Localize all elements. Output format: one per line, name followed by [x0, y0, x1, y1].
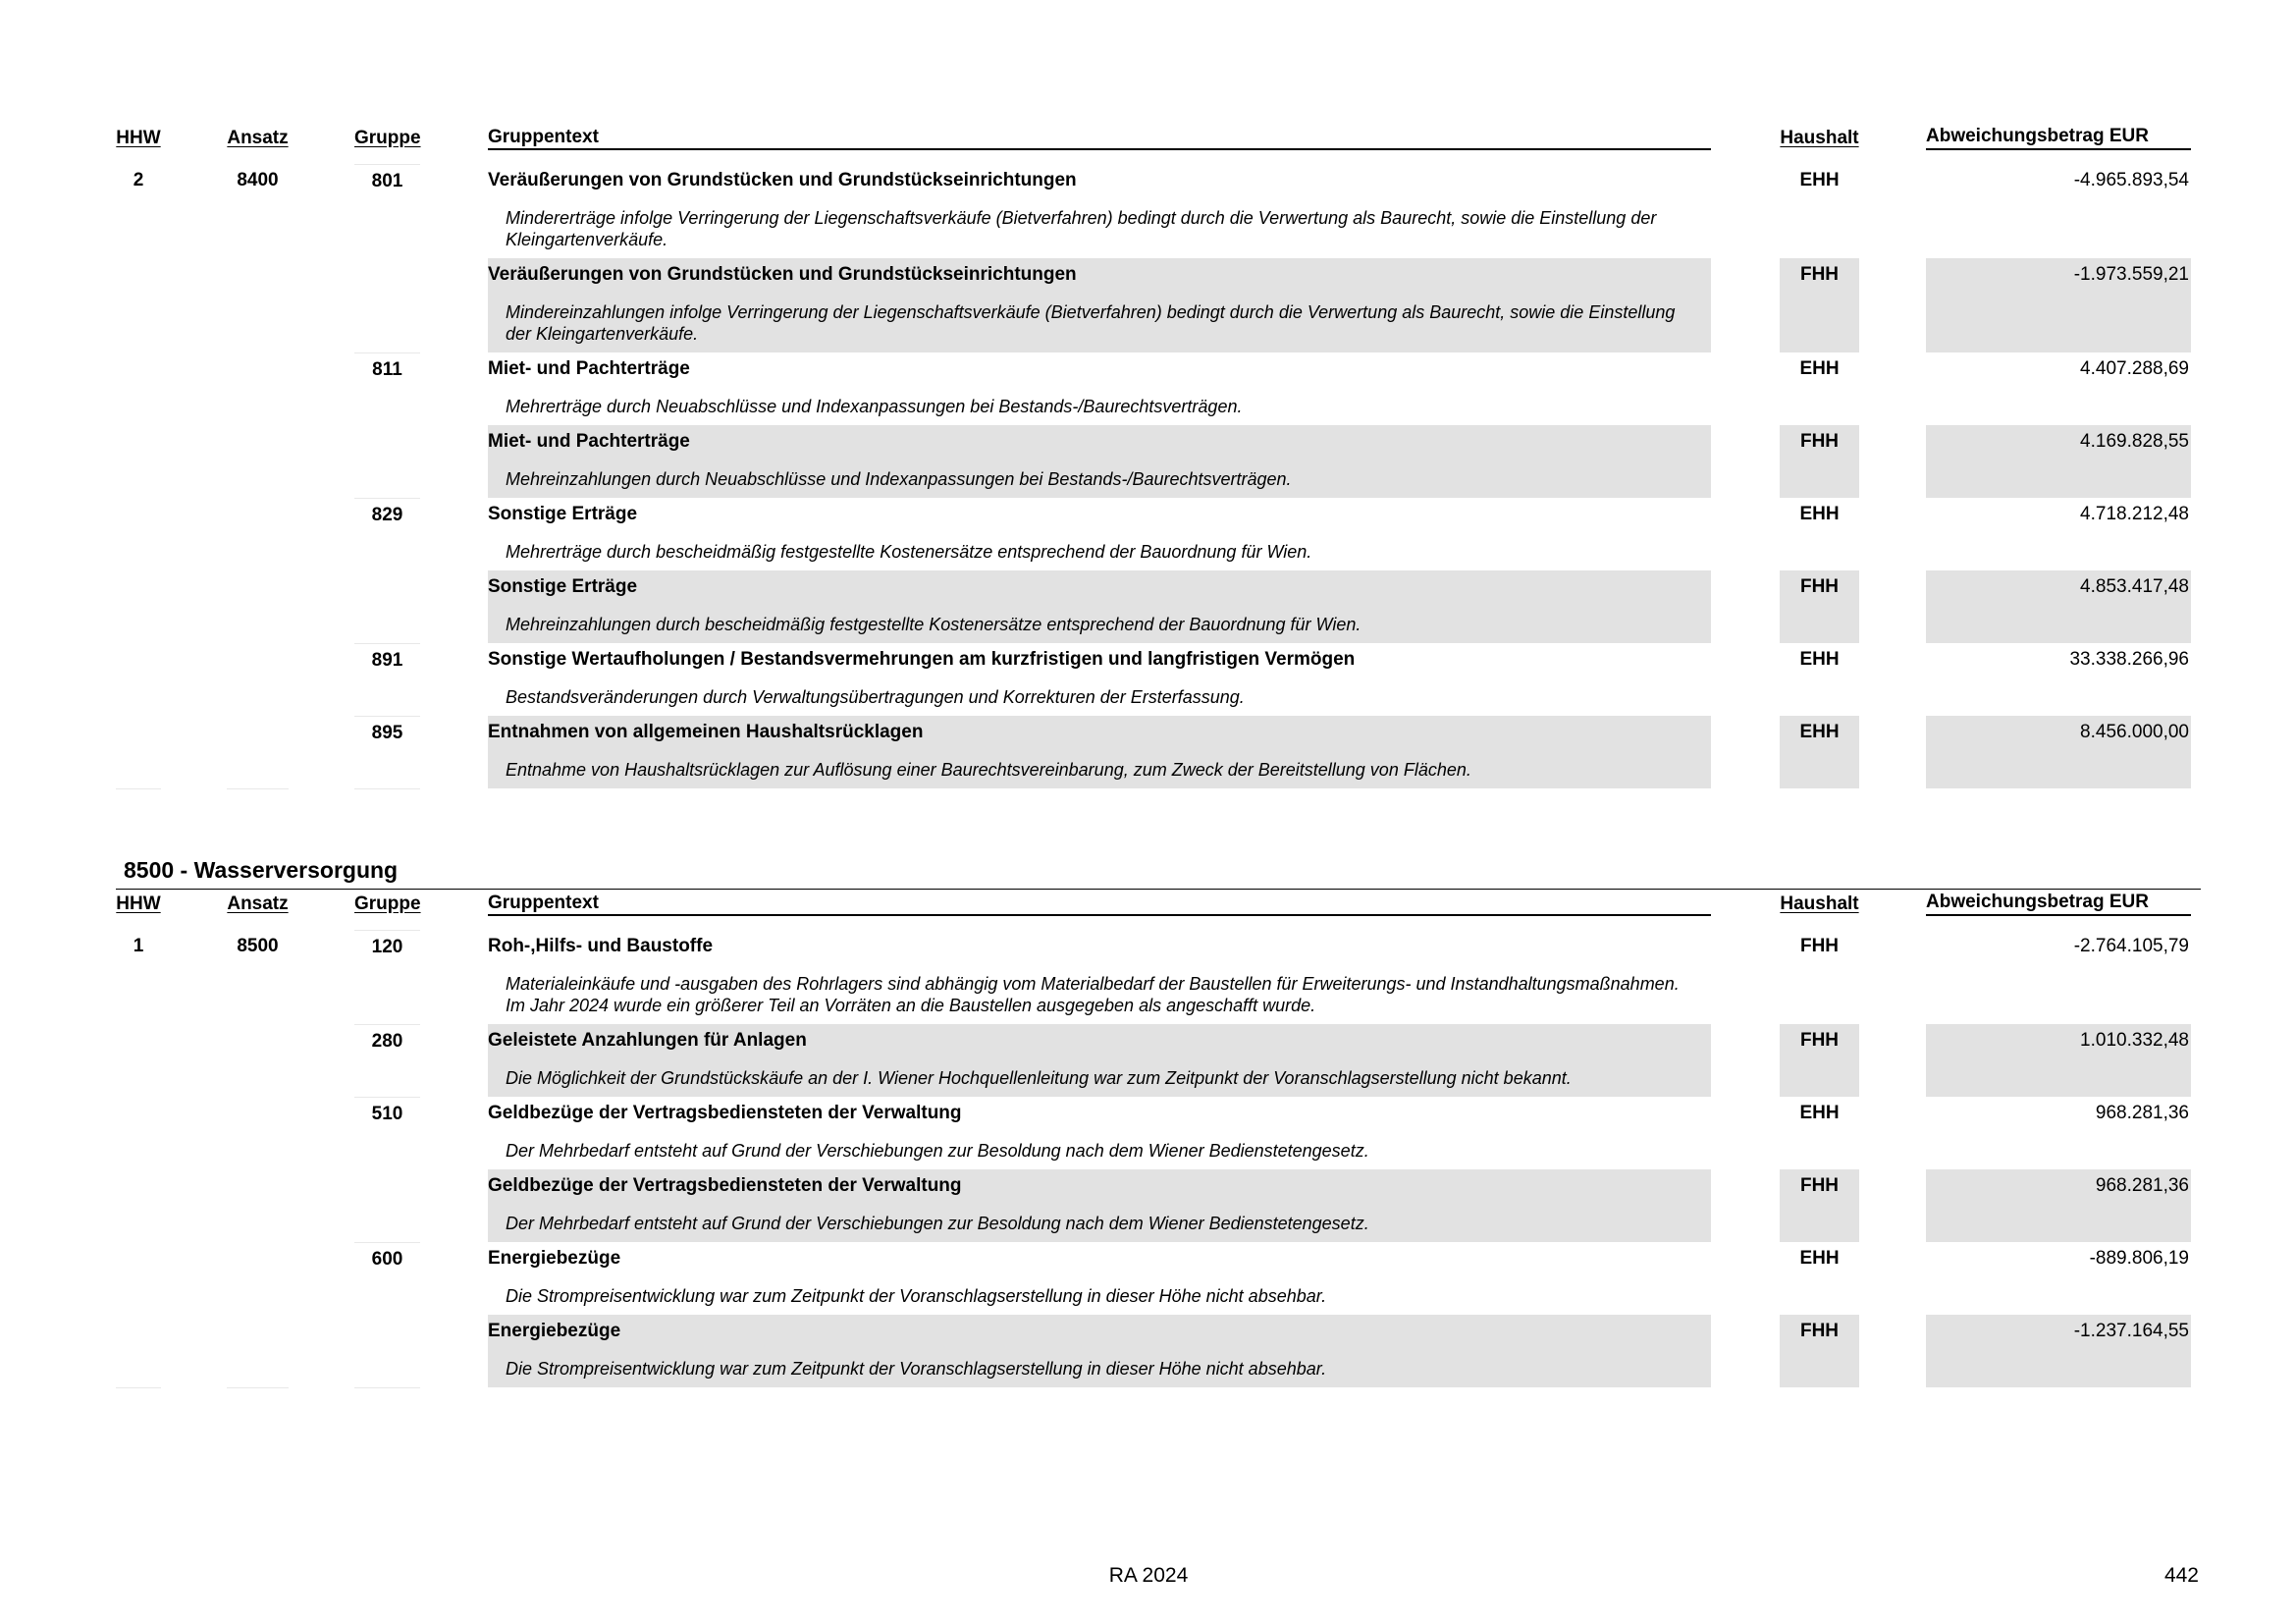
cell-haushalt: EHH	[1799, 1103, 1840, 1123]
group-description: Mindereinzahlungen infolge Verringerung der Liegenschaftsverkäufe (Bietverfahren) bedingt durch die Verwertung als Baurecht, sowie die Einstellung der Kleingartenverkäufe.	[506, 302, 1676, 344]
cell-betrag: -2.764.105,79	[2073, 936, 2189, 956]
cell-gruppentext	[488, 716, 1711, 788]
col-header-ansatz: Ansatz	[227, 893, 289, 914]
cell-ansatz: 8500	[237, 936, 279, 956]
cell-betrag: -889.806,19	[2089, 1248, 2189, 1269]
table-header	[116, 890, 2201, 916]
group-title: Roh-,Hilfs- und Baustoffe	[488, 936, 714, 956]
col-header-ansatz: Ansatz	[227, 128, 289, 148]
cell-haushalt: FHH	[1780, 258, 1859, 352]
cell-haushalt: EHH	[1799, 649, 1840, 670]
cell-gruppe: 600	[354, 1242, 420, 1315]
cell-haushalt: FHH	[1780, 1315, 1859, 1387]
cell-gruppentext	[488, 498, 1711, 570]
cell-ansatz: 8400	[237, 170, 279, 190]
group-description: Die Strompreisentwicklung war zum Zeitpunkt der Voranschlagserstellung in dieser Höhe nicht absehbar.	[506, 1359, 1327, 1379]
cell-haushalt: FHH	[1780, 1024, 1859, 1097]
group-description: Mehreinzahlungen durch bescheidmäßig festgestellte Kostenersätze entsprechend der Bauordnung für Wien.	[506, 615, 1362, 634]
group-title: Sonstige Erträge	[488, 504, 638, 524]
table-row	[116, 258, 2201, 352]
group-title: Geldbezüge der Vertragsbediensteten der Verwaltung	[488, 1103, 962, 1123]
group-description: Entnahme von Haushaltsrücklagen zur Auflösung einer Baurechtsvereinbarung, zum Zweck der Bereitstellung von Flächen.	[506, 760, 1471, 780]
cell-hhw: 1	[133, 936, 144, 956]
cell-haushalt: EHH	[1799, 358, 1840, 379]
table-row	[116, 1169, 2201, 1242]
group-description: Bestandsveränderungen durch Verwaltungsübertragungen und Korrekturen der Ersterfassung.	[506, 687, 1245, 707]
group-title: Sonstige Erträge	[488, 576, 638, 597]
col-header-gruppentext: Gruppentext	[488, 893, 1711, 916]
group-title: Geleistete Anzahlungen für Anlagen	[488, 1030, 807, 1051]
cell-haushalt: EHH	[1780, 716, 1859, 788]
cell-gruppe: 801	[354, 164, 420, 258]
cell-hhw	[116, 643, 161, 716]
col-header-betrag: Abweichungsbetrag EUR	[1926, 126, 2191, 150]
cell-gruppentext	[488, 1242, 1711, 1315]
cell-gruppe	[354, 1315, 420, 1387]
cell-ansatz	[227, 1169, 289, 1242]
table-end-marker	[116, 1387, 2201, 1390]
divider	[354, 788, 420, 789]
cell-ansatz	[227, 716, 289, 788]
cell-hhw	[116, 352, 161, 425]
col-header-gruppe: Gruppe	[354, 128, 421, 148]
cell-haushalt: EHH	[1799, 170, 1840, 190]
cell-gruppentext	[488, 352, 1711, 425]
cell-betrag: 4.718.212,48	[2080, 504, 2189, 524]
group-description: Die Strompreisentwicklung war zum Zeitpunkt der Voranschlagserstellung in dieser Höhe nicht absehbar.	[506, 1286, 1327, 1306]
group-title: Veräußerungen von Grundstücken und Grundstückseinrichtungen	[488, 170, 1077, 190]
report-label: RA 2024	[1108, 1564, 1189, 1587]
cell-ansatz	[227, 1097, 289, 1169]
divider	[227, 1387, 289, 1388]
cell-ansatz	[227, 425, 289, 498]
divider	[116, 1387, 161, 1388]
divider	[354, 1387, 420, 1388]
cell-betrag: 4.169.828,55	[1926, 425, 2191, 498]
group-description: Mehreinzahlungen durch Neuabschlüsse und Indexanpassungen bei Bestands-/Baurechtsverträgen.	[506, 469, 1292, 489]
cell-betrag: -1.237.164,55	[1926, 1315, 2191, 1387]
cell-ansatz	[227, 1242, 289, 1315]
cell-hhw	[116, 1024, 161, 1097]
cell-gruppentext	[488, 930, 1711, 1024]
cell-hhw	[116, 258, 161, 352]
cell-betrag: 8.456.000,00	[1926, 716, 2191, 788]
cell-gruppentext	[488, 570, 1711, 643]
table-row	[116, 164, 2201, 258]
table-body	[116, 164, 2201, 791]
cell-gruppentext	[488, 1315, 1711, 1387]
section-title: 8500 - Wasserversorgung	[116, 850, 2201, 890]
cell-haushalt: EHH	[1799, 504, 1840, 524]
cell-gruppentext	[488, 164, 1711, 258]
cell-haushalt: EHH	[1799, 1248, 1840, 1269]
cell-ansatz	[227, 570, 289, 643]
table-row	[116, 930, 2201, 1024]
cell-gruppentext	[488, 643, 1711, 716]
cell-gruppe: 280	[354, 1024, 420, 1097]
table-row	[116, 1097, 2201, 1169]
col-header-hhw: HHW	[116, 893, 161, 914]
cell-hhw	[116, 1097, 161, 1169]
cell-hhw: 2	[133, 170, 144, 190]
cell-gruppe: 510	[354, 1097, 420, 1169]
cell-gruppe: 829	[354, 498, 420, 570]
group-title: Miet- und Pachterträge	[488, 431, 690, 452]
cell-gruppentext	[488, 1169, 1711, 1242]
col-header-betrag: Abweichungsbetrag EUR	[1926, 892, 2191, 916]
cell-gruppe	[354, 425, 420, 498]
cell-gruppentext	[488, 1024, 1711, 1097]
table-row	[116, 352, 2201, 425]
cell-gruppe	[354, 258, 420, 352]
cell-betrag: 968.281,36	[1926, 1169, 2191, 1242]
table-row	[116, 1315, 2201, 1387]
table-body	[116, 930, 2201, 1390]
cell-ansatz	[227, 1024, 289, 1097]
cell-haushalt: FHH	[1780, 570, 1859, 643]
cell-gruppe	[354, 570, 420, 643]
divider	[227, 788, 289, 789]
cell-gruppe: 891	[354, 643, 420, 716]
cell-ansatz	[227, 498, 289, 570]
cell-betrag: -4.965.893,54	[2073, 170, 2189, 190]
cell-hhw	[116, 1169, 161, 1242]
cell-ansatz	[227, 258, 289, 352]
cell-hhw	[116, 425, 161, 498]
cell-gruppe: 895	[354, 716, 420, 788]
group-title: Entnahmen von allgemeinen Haushaltsrücklagen	[488, 722, 924, 742]
cell-hhw	[116, 1242, 161, 1315]
cell-betrag: -1.973.559,21	[1926, 258, 2191, 352]
group-description: Der Mehrbedarf entsteht auf Grund der Verschiebungen zur Besoldung nach dem Wiener Bedienstetengesetz.	[506, 1141, 1369, 1161]
section-8500	[116, 850, 2201, 1390]
table-row	[116, 498, 2201, 570]
cell-haushalt: FHH	[1780, 1169, 1859, 1242]
table-row	[116, 716, 2201, 788]
cell-gruppentext	[488, 425, 1711, 498]
cell-gruppentext	[488, 1097, 1711, 1169]
col-header-gruppe: Gruppe	[354, 893, 421, 914]
cell-ansatz	[227, 352, 289, 425]
col-header-gruppentext: Gruppentext	[488, 127, 1711, 150]
col-header-haushalt: Haushalt	[1780, 128, 1859, 148]
cell-betrag: 968.281,36	[2095, 1103, 2189, 1123]
table-row	[116, 643, 2201, 716]
group-title: Veräußerungen von Grundstücken und Grundstückseinrichtungen	[488, 264, 1077, 285]
cell-hhw	[116, 570, 161, 643]
cell-ansatz	[227, 643, 289, 716]
cell-ansatz	[227, 1315, 289, 1387]
group-title: Energiebezüge	[488, 1248, 621, 1269]
group-description: Materialeinkäufe und -ausgaben des Rohrlagers sind abhängig vom Materialbedarf der Baustellen für Erweiterungs- und Instandhaltungsmaßnahmen. Im Jahr 2024 wurde ein größerer Teil an Vorräten an die Baustellen ausgegeben als angeschafft wurde.	[506, 974, 1680, 1015]
table-row	[116, 425, 2201, 498]
divider	[116, 788, 161, 789]
table-row	[116, 570, 2201, 643]
group-title: Sonstige Wertaufholungen / Bestandsvermehrungen am kurzfristigen und langfristigen Vermögen	[488, 649, 1356, 670]
cell-betrag: 4.407.288,69	[2080, 358, 2189, 379]
page-number: 442	[2163, 1564, 2199, 1587]
cell-hhw	[116, 498, 161, 570]
cell-gruppe	[354, 1169, 420, 1242]
group-title: Geldbezüge der Vertragsbediensteten der Verwaltung	[488, 1175, 962, 1196]
cell-haushalt: FHH	[1799, 936, 1840, 956]
group-title: Energiebezüge	[488, 1321, 621, 1341]
table-end-marker	[116, 788, 2201, 791]
group-description: Mehrerträge durch Neuabschlüsse und Indexanpassungen bei Bestands-/Baurechtsverträgen.	[506, 397, 1243, 416]
table-header	[116, 124, 2201, 150]
group-description: Mindererträge infolge Verringerung der Liegenschaftsverkäufe (Bietverfahren) bedingt durch die Verwertung als Baurecht, sowie die Einstellung der Kleingartenverkäufe.	[506, 208, 1657, 249]
section-8400	[116, 124, 2201, 791]
cell-gruppe: 811	[354, 352, 420, 425]
cell-hhw	[116, 1315, 161, 1387]
cell-hhw	[116, 716, 161, 788]
group-title: Miet- und Pachterträge	[488, 358, 690, 379]
col-header-haushalt: Haushalt	[1780, 893, 1859, 914]
cell-gruppentext	[488, 258, 1711, 352]
group-description: Mehrerträge durch bescheidmäßig festgestellte Kostenersätze entsprechend der Bauordnung für Wien.	[506, 542, 1312, 562]
group-description: Der Mehrbedarf entsteht auf Grund der Verschiebungen zur Besoldung nach dem Wiener Bedienstetengesetz.	[506, 1214, 1369, 1233]
cell-gruppe: 120	[354, 930, 420, 1024]
cell-betrag: 1.010.332,48	[1926, 1024, 2191, 1097]
cell-haushalt: FHH	[1780, 425, 1859, 498]
cell-betrag: 33.338.266,96	[2069, 649, 2189, 670]
table-row	[116, 1242, 2201, 1315]
col-header-hhw: HHW	[116, 128, 161, 148]
cell-betrag: 4.853.417,48	[1926, 570, 2191, 643]
table-row	[116, 1024, 2201, 1097]
group-description: Die Möglichkeit der Grundstückskäufe an der I. Wiener Hochquellenleitung war zum Zeitpunkt der Voranschlagserstellung nicht bekannt.	[506, 1068, 1572, 1088]
